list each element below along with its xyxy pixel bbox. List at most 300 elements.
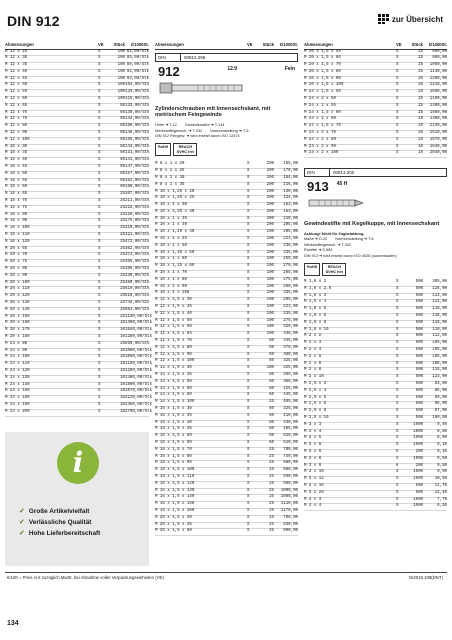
table-row[interactable]: [155, 407, 298, 414]
table-row[interactable]: [304, 83, 447, 90]
table-row[interactable]: [155, 489, 298, 496]
price-cell: 790,00: [283, 515, 298, 520]
size-cell: M 24 x 2 x 90: [304, 144, 336, 149]
table-row[interactable]: [304, 341, 447, 348]
ve-cell: S: [396, 354, 399, 359]
price-cell: 1140,00: [429, 69, 447, 74]
table-row[interactable]: [5, 104, 149, 111]
table-row[interactable]: [5, 131, 149, 138]
table-row[interactable]: [304, 145, 447, 152]
table-row[interactable]: [5, 402, 153, 410]
table-row[interactable]: [304, 294, 447, 301]
size-cell: M 16 x 120: [5, 239, 30, 244]
stock-cell: 25: [418, 90, 423, 95]
stock-cell: 10: [120, 362, 125, 367]
ve-cell: S: [98, 103, 101, 108]
table-row[interactable]: [155, 278, 298, 285]
size-cell: M 12 x 1,5 x 100: [155, 359, 195, 364]
size-cell: M 16 x 1,5 x 160: [155, 508, 195, 513]
price-cell: 86,00: [434, 388, 447, 393]
table-row[interactable]: [155, 162, 298, 169]
table-row[interactable]: [304, 70, 447, 77]
size-cell: M 20 x 1,5 x 90: [304, 76, 341, 81]
stock-cell: 25: [269, 495, 274, 500]
price-cell: 325,00: [283, 359, 298, 364]
product-thread: Fein: [284, 65, 295, 72]
table-row[interactable]: [5, 334, 153, 342]
ve-cell: S: [98, 328, 101, 333]
table-row[interactable]: [155, 264, 298, 271]
price-cell: 97,00: [434, 409, 447, 414]
product-card-913[interactable]: DIN 00913.200 913 45 H Gewindestifte mit Kegelkuppe, mit Innensechskant Achtung! Nicht für Zugbelastung. Maße ➜ D-20 Normumstellung ➜ T-6 Werkstoffeigensch. ➜ T-332 Rostfrei ➜ S-682 DIN 913 ➜ wird ersetzt durch ISO 4026 (ausverkaufen) RoHS REACH SVHC frei: [304, 168, 447, 276]
table-row[interactable]: [304, 151, 447, 158]
price-cell: 2210,00/Stk: [125, 396, 153, 401]
price-cell: 9,10: [437, 443, 447, 448]
table-row[interactable]: [304, 307, 447, 314]
size-cell: M 24 x 120: [5, 368, 30, 373]
ve-cell: S: [247, 434, 250, 439]
table-row[interactable]: [155, 196, 298, 203]
size-cell: M 24 x 200: [5, 409, 30, 414]
table-row[interactable]: [304, 389, 447, 396]
size-cell: M 10 x 1 x 45: [155, 237, 187, 242]
table-row[interactable]: [5, 172, 149, 179]
size-cell: M 16 x 55: [5, 178, 28, 183]
table-row[interactable]: [304, 314, 447, 321]
table-row[interactable]: [155, 271, 298, 278]
table-row[interactable]: [304, 491, 447, 498]
table-row[interactable]: [304, 450, 447, 457]
table-row[interactable]: [155, 380, 298, 387]
ve-cell: S: [98, 226, 101, 231]
ve-cell: S: [396, 348, 399, 353]
table-row[interactable]: [155, 244, 298, 251]
size-cell: M 20 x 65: [5, 246, 28, 251]
table-row[interactable]: [155, 461, 298, 468]
ve-cell: S: [396, 90, 399, 95]
table-row[interactable]: [304, 423, 447, 430]
price-cell: 108,00: [432, 361, 447, 366]
table-row[interactable]: [5, 342, 149, 349]
size-cell: M 24 x 140: [5, 382, 30, 387]
table-row[interactable]: [155, 502, 298, 509]
ve-cell: S: [396, 300, 399, 305]
stock-cell: 500: [415, 368, 423, 373]
price-cell: 520,00: [283, 434, 298, 439]
price-cell: 190,00/Stk: [125, 185, 150, 190]
table-row[interactable]: [155, 455, 298, 462]
size-cell: M 10 x 1 x 60: [155, 257, 187, 262]
table-row[interactable]: [5, 409, 153, 417]
stock-cell: 100: [117, 63, 125, 68]
ve-cell: S: [396, 314, 399, 319]
table-row[interactable]: [155, 448, 298, 455]
price-cell: 1110,00: [280, 502, 298, 507]
table-row[interactable]: [304, 287, 447, 294]
ve-cell: S: [396, 56, 399, 61]
table-row[interactable]: [155, 523, 298, 530]
table-row[interactable]: [155, 387, 298, 394]
table-row[interactable]: [304, 416, 447, 423]
stock-cell: 50: [120, 117, 125, 122]
ve-cell: S: [396, 409, 399, 414]
table-row[interactable]: [304, 409, 447, 416]
table-row[interactable]: [5, 375, 153, 383]
stock-cell: 10: [120, 389, 125, 394]
product-number: 913: [307, 179, 329, 195]
table-row[interactable]: [155, 441, 298, 448]
size-cell: M 16 x 65: [5, 192, 28, 197]
table-row[interactable]: [304, 382, 447, 389]
stock-cell: 25: [120, 253, 125, 258]
ve-cell: S: [396, 131, 399, 136]
size-cell: M 20 x 75: [5, 260, 28, 265]
ve-cell: S: [396, 368, 399, 373]
price-cell: 235,00: [283, 250, 298, 255]
size-cell: M 16 x 1,5 x 120: [155, 481, 195, 486]
table-row[interactable]: [304, 464, 447, 471]
stock-cell: 100: [266, 298, 274, 303]
ve-cell: S: [98, 117, 101, 122]
table-row[interactable]: [5, 233, 149, 240]
stock-cell: 200: [266, 182, 274, 187]
footer-code: N/2019.108(DNT): [409, 575, 443, 580]
stock-cell: 200: [266, 196, 274, 201]
table-row[interactable]: [155, 223, 298, 230]
table-row[interactable]: [155, 319, 298, 326]
table-row[interactable]: [5, 192, 149, 199]
size-cell: M 20 x 1,5 x 100: [304, 83, 344, 88]
size-cell: M 10 x 1,25 x 25: [155, 196, 195, 201]
price-cell: 325,00: [283, 366, 298, 371]
table-row[interactable]: [155, 325, 298, 332]
size-cell: M 2,5 x 5: [304, 395, 327, 400]
table-row[interactable]: [155, 373, 298, 380]
price-cell: 270,00: [283, 264, 298, 269]
table-row[interactable]: [155, 509, 298, 516]
price-cell: 2760,00/Stk: [125, 409, 153, 414]
table-row[interactable]: [5, 260, 149, 267]
ve-cell: S: [98, 199, 101, 204]
table-row[interactable]: [155, 482, 298, 489]
size-cell: M 1,6 x 3: [304, 293, 327, 298]
table-row[interactable]: [304, 396, 447, 403]
price-cell: 9,40: [437, 422, 447, 427]
table-row[interactable]: [304, 498, 447, 505]
table-row[interactable]: [155, 305, 298, 312]
stock-cell: 50: [120, 185, 125, 190]
stock-cell: 500: [415, 286, 423, 291]
stock-cell: 100: [117, 69, 125, 74]
stock-cell: 50: [269, 434, 274, 439]
size-cell: M 3 x 8: [304, 463, 322, 468]
table-row[interactable]: [5, 206, 149, 213]
ve-cell: S: [98, 185, 101, 190]
price-cell: 104,00/Stk: [125, 83, 150, 88]
table-row[interactable]: [304, 504, 447, 511]
table-row[interactable]: [5, 240, 149, 247]
price-cell: 305,00: [432, 280, 447, 285]
table-row[interactable]: [155, 339, 298, 346]
table-row[interactable]: [5, 267, 149, 274]
table-row[interactable]: [304, 430, 447, 437]
size-cell: M 12 x 1,5 x 30: [155, 298, 192, 303]
table-row[interactable]: [5, 274, 149, 281]
table-row[interactable]: [155, 516, 298, 523]
table-row[interactable]: [5, 199, 149, 206]
table-row[interactable]: [155, 332, 298, 339]
price-cell: 235,00: [283, 311, 298, 316]
table-row[interactable]: [304, 436, 447, 443]
ve-cell: S: [247, 291, 250, 296]
table-row[interactable]: [155, 475, 298, 482]
stock-cell: 25: [269, 400, 274, 405]
table-row[interactable]: [304, 63, 447, 70]
table-row[interactable]: [155, 237, 298, 244]
ve-cell: S: [98, 90, 101, 95]
table-row[interactable]: [304, 280, 447, 287]
ve-cell: S: [98, 355, 101, 360]
table-row[interactable]: [5, 396, 153, 403]
table-row[interactable]: [155, 285, 298, 292]
table-row[interactable]: [304, 362, 447, 369]
table-row[interactable]: [155, 353, 298, 360]
table-row[interactable]: [5, 368, 153, 376]
stock-cell: 25: [120, 199, 125, 204]
stock-cell: 25: [120, 239, 125, 244]
table-row[interactable]: [155, 230, 298, 237]
table-row[interactable]: [155, 210, 298, 217]
size-cell: M 12 x 1,5 x 60: [155, 325, 192, 330]
ve-cell: S: [396, 443, 399, 448]
ve-cell: S: [247, 162, 250, 167]
table-row[interactable]: [304, 477, 447, 484]
stock-cell: 10: [120, 409, 125, 414]
table-row[interactable]: [155, 434, 298, 441]
table-row[interactable]: [304, 131, 447, 138]
size-cell: M 12 x 50: [5, 83, 28, 88]
stock-cell: 100: [117, 49, 125, 54]
size-cell: M 20 x 1,5 x 70: [304, 63, 341, 68]
table-row[interactable]: [155, 217, 298, 224]
price-cell: 430,00/Stk: [125, 273, 150, 278]
table-row[interactable]: [304, 300, 447, 307]
table-row[interactable]: [155, 203, 298, 210]
table-row[interactable]: [304, 457, 447, 464]
table-row[interactable]: [5, 63, 149, 70]
ve-cell: S: [247, 420, 250, 425]
table-row[interactable]: [5, 308, 149, 315]
stock-cell: 25: [269, 508, 274, 513]
price-cell: 119,00: [432, 327, 447, 332]
table-row[interactable]: [304, 402, 447, 409]
table-row[interactable]: [304, 328, 447, 335]
table-row[interactable]: [5, 70, 149, 77]
table-row[interactable]: [155, 427, 298, 434]
size-cell: M 16 x 1,5 x 40: [155, 420, 192, 425]
ve-cell: S: [396, 110, 399, 115]
table-row[interactable]: [155, 495, 298, 502]
table-row[interactable]: [5, 226, 149, 233]
table-row[interactable]: [304, 355, 447, 362]
table-row[interactable]: [304, 443, 447, 450]
table-row[interactable]: [155, 176, 298, 183]
table-row[interactable]: [5, 138, 149, 145]
size-cell: M 20 x 160: [5, 321, 30, 326]
stock-cell: 100: [266, 291, 274, 296]
table-row[interactable]: [304, 104, 447, 111]
stock-cell: 25: [418, 117, 423, 122]
size-cell: M 20 x 70: [5, 253, 28, 258]
ve-cell: S: [396, 117, 399, 122]
ve-cell: S: [396, 293, 399, 298]
stock-cell: 500: [415, 361, 423, 366]
stock-cell: 25: [120, 233, 125, 238]
size-cell: M 12 x 65: [5, 103, 28, 108]
table-row[interactable]: [304, 97, 447, 104]
size-cell: M 14 x 1,5 x 80: [155, 393, 192, 398]
table-row[interactable]: [304, 368, 447, 375]
stock-cell: 100: [117, 83, 125, 88]
table-row[interactable]: [5, 97, 149, 104]
stock-cell: 25: [120, 294, 125, 299]
stock-cell: 25: [120, 314, 125, 319]
stock-cell: 50: [120, 110, 125, 115]
table-row[interactable]: [5, 362, 153, 369]
table-row[interactable]: [304, 50, 447, 57]
ve-cell: S: [247, 502, 250, 507]
price-cell: 1280,00/Stk: [125, 368, 153, 373]
table-row[interactable]: [155, 169, 298, 176]
table-row[interactable]: [155, 257, 298, 264]
ve-cell: S: [247, 440, 250, 445]
ve-cell: S: [98, 165, 101, 170]
size-cell: M 2 x 10: [304, 375, 324, 380]
table-row[interactable]: [304, 375, 447, 382]
size-cell: M 16 x 1,5 x 130: [155, 488, 195, 493]
table-row[interactable]: [155, 359, 298, 366]
price-cell: 147,00/Stk: [125, 165, 150, 170]
table-row[interactable]: [304, 321, 447, 328]
table-row[interactable]: [5, 328, 153, 335]
size-cell: M 3 x 8: [304, 456, 322, 461]
price-cell: 2040,00: [429, 151, 447, 156]
ve-cell: S: [247, 515, 250, 520]
price-cell: 83,00: [434, 382, 447, 387]
size-cell: M 14 x 1,5 x 40: [155, 366, 192, 371]
size-cell: M 10 x 1 x 80: [155, 277, 187, 282]
table-row[interactable]: [155, 529, 298, 536]
size-cell: M 1,6 x 4: [304, 300, 327, 305]
size-cell: M 12 x 35: [5, 63, 28, 68]
size-cell: M 20 x 1,5 x 60: [304, 56, 341, 61]
table-row[interactable]: [304, 348, 447, 355]
table-row[interactable]: [304, 138, 447, 145]
price-cell: 1650,00: [429, 90, 447, 95]
stock-cell: 25: [418, 63, 423, 68]
table-row[interactable]: [155, 190, 298, 197]
stock-cell: 500: [415, 382, 423, 387]
size-cell: M 12 x 40: [5, 69, 28, 74]
price-cell: 165,00/Stk: [125, 137, 150, 142]
ve-cell: S: [247, 237, 250, 242]
table-row[interactable]: [304, 334, 447, 341]
stock-cell: 50: [120, 103, 125, 108]
table-row[interactable]: [304, 484, 447, 491]
table-row[interactable]: [155, 251, 298, 258]
table-row[interactable]: [155, 298, 298, 305]
benefit-list: [19, 506, 100, 539]
ve-cell: S: [247, 468, 250, 473]
table-row[interactable]: [155, 468, 298, 475]
table-row[interactable]: [5, 294, 149, 301]
ve-cell: S: [98, 396, 101, 401]
stock-cell: 200: [266, 203, 274, 208]
price-cell: 983,00/Stk: [125, 307, 150, 312]
overview-link[interactable]: [378, 14, 443, 24]
stock-cell: 500: [415, 341, 423, 346]
ve-cell: S: [396, 280, 399, 285]
stock-cell: 25: [120, 205, 125, 210]
table-row[interactable]: [304, 56, 447, 63]
stock-cell: 25: [269, 454, 274, 459]
stock-cell: 100: [266, 305, 274, 310]
table-row[interactable]: [5, 301, 149, 308]
ve-cell: S: [98, 321, 101, 326]
table-row[interactable]: [155, 366, 298, 373]
table-row[interactable]: [155, 346, 298, 353]
stock-cell: 25: [269, 461, 274, 466]
benefit-item: ✓ Große Artikelvielfalt: [19, 508, 90, 515]
table-row[interactable]: [304, 117, 447, 124]
stock-cell: 25: [120, 219, 125, 224]
table-row[interactable]: [155, 393, 298, 400]
table-row[interactable]: [5, 165, 149, 172]
table-row[interactable]: [155, 291, 298, 298]
table-row[interactable]: [304, 90, 447, 97]
ve-cell: S: [396, 483, 399, 488]
table-row[interactable]: [304, 111, 447, 118]
stock-cell: 500: [415, 334, 423, 339]
stock-cell: 10: [120, 375, 125, 380]
price-cell: 162,00/Stk: [125, 178, 150, 183]
price-cell: 1300,00: [429, 103, 447, 108]
ve-cell: S: [247, 373, 250, 378]
benefit-item: ✓ Hohe Lieferbereitschaft: [19, 530, 101, 537]
size-cell: M 14 x 1,5 x 60: [155, 386, 192, 391]
table-row[interactable]: [155, 400, 298, 407]
price-cell: 12,40: [434, 490, 447, 495]
ve-cell: S: [396, 151, 399, 156]
table-row[interactable]: [304, 470, 447, 477]
product-card-912[interactable]: [155, 53, 298, 157]
table-row[interactable]: [155, 421, 298, 428]
size-cell: M 4 x 3: [304, 497, 322, 502]
price-cell: 1410,00: [429, 83, 447, 88]
table-row[interactable]: [155, 312, 298, 319]
size-cell: M 10 x 1,25 x 20: [155, 189, 195, 194]
stock-cell: 50: [269, 407, 274, 411]
table-row[interactable]: [155, 414, 298, 421]
table-row[interactable]: [304, 77, 447, 84]
table-row[interactable]: [304, 124, 447, 131]
price-cell: 320,00: [283, 325, 298, 330]
price-cell: 265,00: [283, 271, 298, 276]
stock-cell: 1000: [413, 443, 423, 448]
ve-cell: S: [396, 320, 399, 325]
size-cell: M 10 x 1 x 100: [155, 291, 190, 296]
table-row[interactable]: [155, 183, 298, 190]
